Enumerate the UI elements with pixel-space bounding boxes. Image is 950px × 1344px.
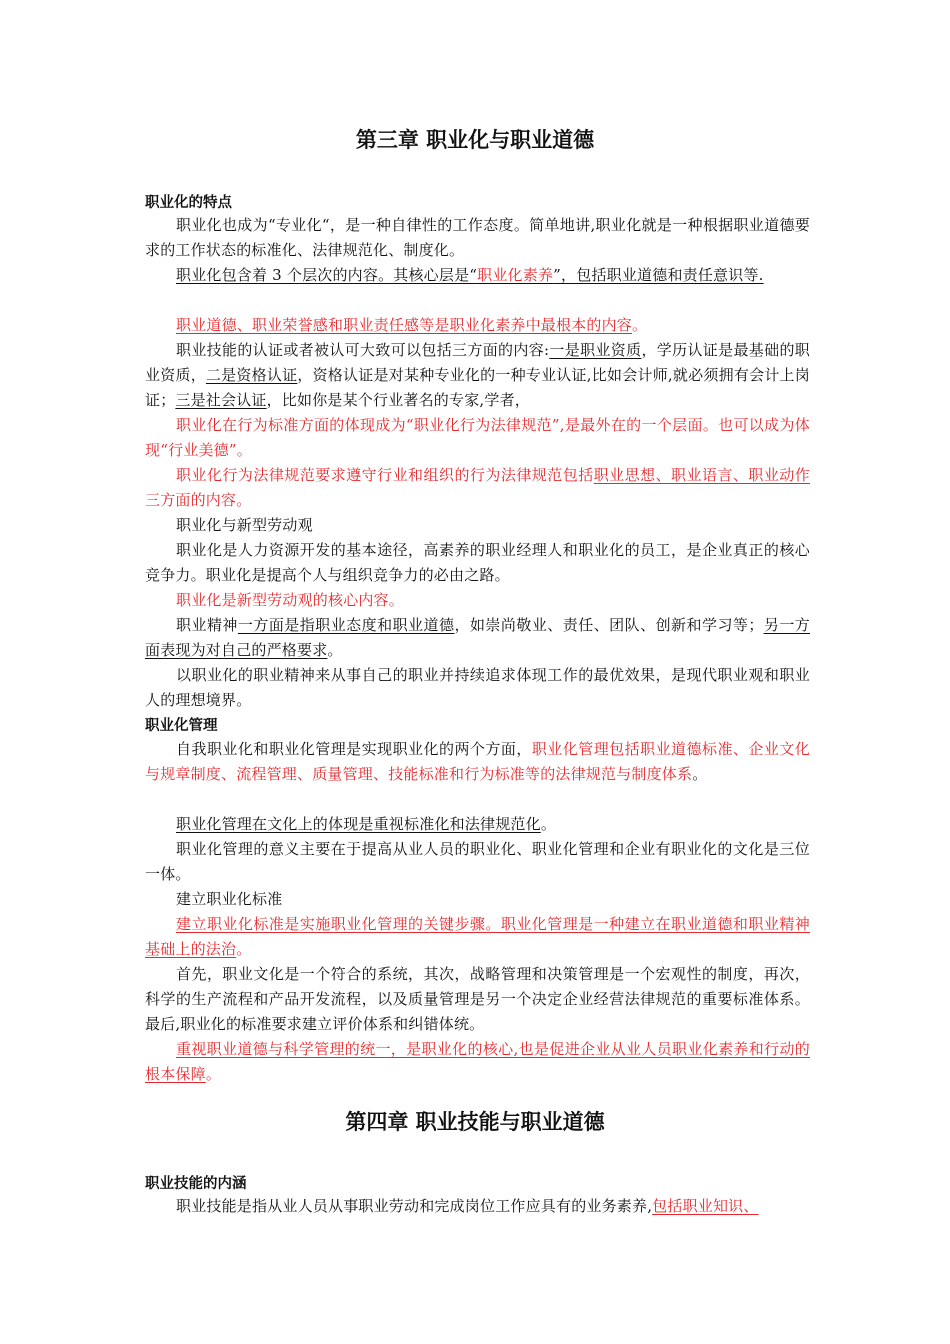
subheading-establish-standards: 建立职业化标准 <box>176 890 283 908</box>
paragraph-fundamental-content: 职业道德、职业荣誉感和职业责任感等是职业化素养中最根本的内容。 <box>176 316 648 334</box>
paragraph-behavior-norms: 职业化行为法律规范要求遵守行业和组织的行为法律规范包括职业思想、职业语言、职业动作三方面的内容。 <box>145 466 810 509</box>
paragraph-key-step: 建立职业化标准是实施职业化管理的关键步骤。职业化管理是一种建立在职业道德和职业精神基础上的法治。 <box>145 915 810 958</box>
paragraph-management-culture: 职业化管理在文化上的体现是重视标准化和法律规范化。 <box>176 815 557 833</box>
key-term-literacy: 职业化素养 <box>477 266 554 284</box>
paragraph-professional-spirit: 职业精神一方面是指职业态度和职业道德，如崇尚敬业、责任、团队、创新和学习等；另一方面表现为对自己的严格要求。 <box>145 616 810 659</box>
chapter-4-title: 第四章 职业技能与职业道德 <box>345 1110 605 1134</box>
section-heading-management: 职业化管理 <box>145 718 218 734</box>
chapter-3-title: 第三章 职业化与职业道德 <box>355 128 595 152</box>
subheading-new-labor-view: 职业化与新型劳动观 <box>176 516 313 534</box>
paragraph-management-significance: 职业化管理的意义主要在于提高从业人员的职业化、职业化管理和企业有职业化的文化是三位一体。 <box>145 840 810 883</box>
section-heading-characteristics: 职业化的特点 <box>145 195 232 211</box>
section-heading-skill-connotation: 职业技能的内涵 <box>145 1176 247 1192</box>
paragraph-ideal-realm: 以职业化的职业精神来从事自己的职业并持续追求体现工作的最优效果，是现代职业观和职业人的理想境界。 <box>145 666 810 709</box>
paragraph-skill-certification: 职业技能的认证或者被认可大致可以包括三方面的内容:一是职业资质，学历认证是最基础的职业资质，二是资格认证，资格认证是对某种专业化的一种专业认证,比如会计师,就必须拥有会计上岗证；三是社会认证，比如你是某个行业著名的专家,学者， <box>145 341 811 409</box>
paragraph-ethics-management: 重视职业道德与科学管理的统一，是职业化的核心,也是促进企业从业人员职业化素养和行动的根本保障。 <box>145 1040 810 1083</box>
paragraph-standard-system: 首先，职业文化是一个符合的系统，其次，战略管理和决策管理是一个宏观性的制度，再次，科学的生产流程和产品开发流程，以及质量管理是另一个决定企业经营法律规范的重要标准体系。最后,职业化的标准要求建立评价体系和纠错体统。 <box>145 965 810 1033</box>
paragraph-skill-definition: 职业技能是指从业人员从事职业劳动和完成岗位工作应具有的业务素养,包括职业知识、 <box>176 1197 759 1215</box>
paragraph-three-levels: 职业化包含着 3 个层次的内容。其核心层是“职业化素养”，包括职业道德和责任意识等. <box>176 266 764 284</box>
paragraph-labor-core: 职业化是新型劳动观的核心内容。 <box>176 591 405 609</box>
paragraph-hr-development: 职业化是人力资源开发的基本途径，高素养的职业经理人和职业化的员工，是企业真正的核心竞争力。职业化是提高个人与组织竞争力的必由之路。 <box>145 541 810 584</box>
paragraph-management-scope: 自我职业化和职业化管理是实现职业化的两个方面，职业化管理包括职业道德标准、企业文化与规章制度、流程管理、质量管理、技能标准和行为标准等的法律规范与制度体系。 <box>145 740 810 783</box>
paragraph-behavior-standard: 职业化在行为标准方面的体现成为“职业化行为法律规范”,是最外在的一个层面。也可以成为体现“行业美德”。 <box>145 416 810 459</box>
paragraph-definition: 职业化也成为“专业化“，是一种自律性的工作态度。简单地讲,职业化就是一种根据职业道德要求的工作状态的标准化、法律规范化、制度化。 <box>145 216 810 259</box>
